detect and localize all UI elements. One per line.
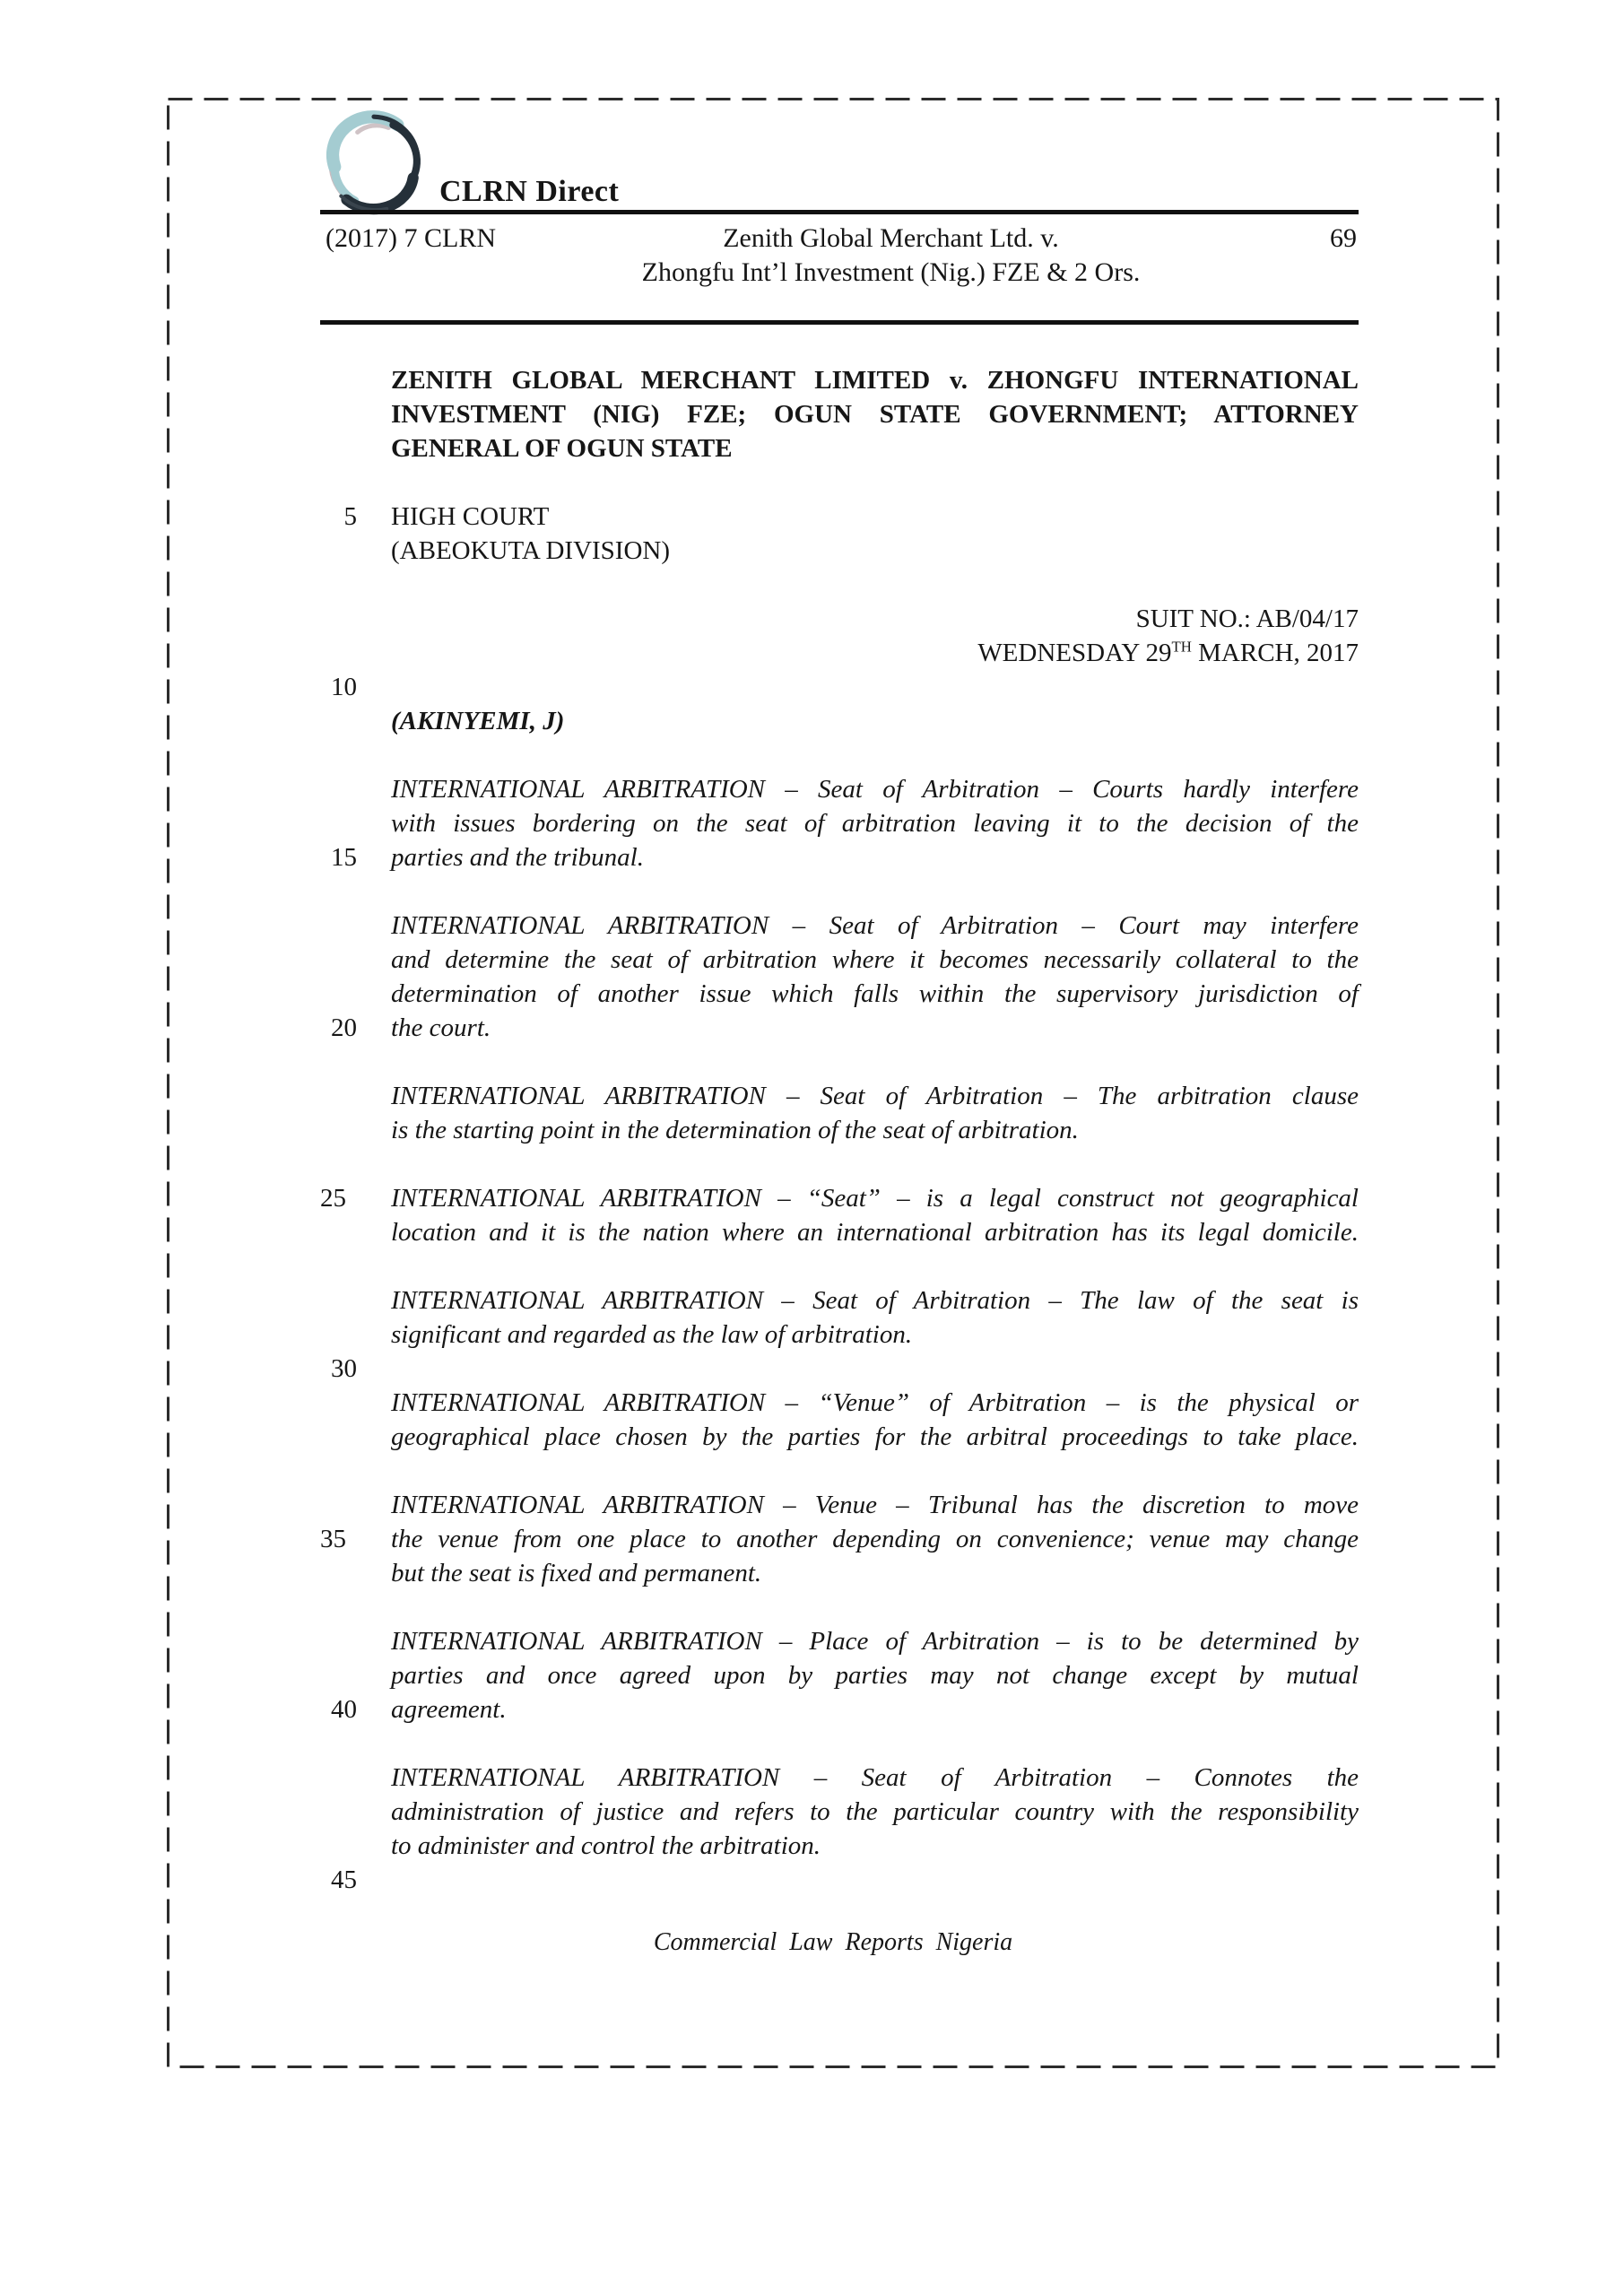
body-line (391, 1283, 1359, 1318)
header-rule-bottom (320, 320, 1359, 325)
margin-line-number: 35 (320, 1525, 346, 1553)
body-blank-line (391, 1045, 1359, 1079)
brand-name: CLRN Direct (439, 175, 620, 208)
body-line-text: INTERNATIONAL ARBITRATION – Seat of Arbitration – The law of the seat is (391, 1286, 1359, 1315)
body-blank-line (331, 670, 1359, 704)
body-line (391, 1658, 1359, 1692)
header-rule-top (320, 210, 1359, 214)
body-blank-line (391, 1147, 1359, 1181)
body-line (331, 1011, 1359, 1045)
body-line (391, 363, 1359, 397)
body-line-text: INTERNATIONAL ARBITRATION – Venue – Tribunal has the discretion to move (391, 1491, 1359, 1519)
body-blank-line (391, 465, 1359, 500)
body-blank-line (391, 568, 1359, 602)
body-line (391, 1829, 1359, 1863)
body-line (391, 1488, 1359, 1522)
body-line-text: (ABEOKUTA DIVISION) (391, 536, 670, 565)
margin-line-number: 15 (331, 843, 357, 872)
body-line (331, 1692, 1359, 1726)
running-header (320, 222, 1359, 290)
body-line-text: INVESTMENT (NIG) FZE; OGUN STATE GOVERNMENT; ATTORNEY (391, 400, 1359, 429)
margin-line-number: 40 (331, 1695, 357, 1724)
body-line (391, 772, 1359, 806)
body-line-text: INTERNATIONAL ARBITRATION – Seat of Arbitration – The arbitration clause (391, 1082, 1359, 1110)
body-line-text: the venue from one place to another depending on convenience; venue may change (391, 1525, 1359, 1553)
body-line (391, 806, 1359, 840)
body-line (391, 602, 1359, 636)
body-blank-line (331, 1352, 1359, 1386)
margin-line-number: 20 (331, 1013, 357, 1042)
body-line-text: is the starting point in the determination of the seat of arbitration. (391, 1116, 1079, 1144)
case-name-line-1: Zenith Global Merchant Ltd. v. (723, 223, 1059, 253)
body-line (331, 840, 1359, 874)
body-line-text: location and it is the nation where an international arbitration has its legal domicile. (391, 1218, 1359, 1247)
body-line-text: INTERNATIONAL ARBITRATION – Place of Arbitration – is to be determined by (391, 1627, 1359, 1656)
body-line (320, 1522, 1359, 1556)
body-blank-line (331, 1863, 1359, 1897)
body-line-text: agreement. (391, 1695, 507, 1724)
body-blank-line (391, 1726, 1359, 1761)
margin-line-number: 10 (331, 673, 357, 701)
body-line (391, 431, 1359, 465)
body-blank-line (391, 874, 1359, 909)
body-line (391, 909, 1359, 943)
body-line (391, 1079, 1359, 1113)
body-line-text: to administer and control the arbitration. (391, 1831, 821, 1860)
body-line (391, 534, 1359, 568)
body-line (320, 1181, 1359, 1215)
body-line-text: geographical place chosen by the parties for the arbitral proceedings to take place. (391, 1422, 1359, 1451)
body-blank-line (391, 1249, 1359, 1283)
body-line-text: HIGH COURT (391, 502, 550, 531)
body-line-text: INTERNATIONAL ARBITRATION – “Venue” of Arbitration – is the physical or (391, 1388, 1359, 1417)
margin-line-number: 30 (331, 1354, 357, 1383)
clrn-swirl-logo-icon (321, 113, 430, 213)
body-line-text: parties and once agreed upon by parties may not change except by mutual (391, 1661, 1359, 1690)
body-line-text: parties and the tribunal. (391, 843, 644, 872)
case-name-line-2: Zhongfu Int’l Investment (Nig.) FZE & 2 Ors. (641, 257, 1141, 287)
body-line-text: GENERAL OF OGUN STATE (391, 434, 733, 463)
body-line (391, 636, 1359, 670)
body-blank-line (391, 1454, 1359, 1488)
body-line-text: the court. (391, 1013, 491, 1042)
body-line-text: significant and regarded as the law of arbitration. (391, 1320, 913, 1349)
body-line (391, 1386, 1359, 1420)
body-line-text: INTERNATIONAL ARBITRATION – “Seat” – is a legal construct not geographical (391, 1184, 1359, 1213)
running-header-row-1 (320, 222, 1359, 256)
body-line-text: with issues bordering on the seat of arbitration leaving it to the decision of the (391, 809, 1359, 838)
body-line-text: SUIT NO.: AB/04/17 (1135, 604, 1359, 633)
body-lines (320, 363, 1359, 1897)
body-line-text: determination of another issue which falls within the supervisory jurisdiction of (391, 979, 1359, 1008)
body-line (391, 1215, 1359, 1249)
body-line (391, 1420, 1359, 1454)
body-line (391, 1113, 1359, 1147)
margin-line-number: 25 (320, 1184, 346, 1213)
running-header-row-2 (320, 256, 1359, 290)
margin-line-number: 5 (343, 502, 357, 531)
body-line (391, 397, 1359, 431)
body-line-text: administration of justice and refers to the particular country with the responsibility (391, 1797, 1359, 1826)
body-line-text: INTERNATIONAL ARBITRATION – Seat of Arbitration – Courts hardly interfere (391, 775, 1359, 804)
body-line (391, 1556, 1359, 1590)
body-line (391, 1318, 1359, 1352)
body-line-text: but the seat is fixed and permanent. (391, 1559, 762, 1587)
body-line-text: (AKINYEMI, J) (391, 707, 565, 735)
body-line (391, 943, 1359, 977)
page-number: 69 (1330, 223, 1357, 253)
body-line-text: ZENITH GLOBAL MERCHANT LIMITED v. ZHONGFU INTERNATIONAL (391, 366, 1359, 395)
body-line-text: and determine the seat of arbitration where it becomes necessarily collateral to the (391, 945, 1359, 974)
body-line (391, 1761, 1359, 1795)
body-line-text: INTERNATIONAL ARBITRATION – Seat of Arbitration – Court may interfere (391, 911, 1359, 940)
body-line-text: WEDNESDAY 29TH MARCH, 2017 (977, 638, 1359, 667)
body-blank-line (391, 1590, 1359, 1624)
margin-line-number: 45 (331, 1866, 357, 1894)
body-line (343, 500, 1359, 534)
body-line (391, 1795, 1359, 1829)
body-line (391, 1624, 1359, 1658)
body-line (391, 977, 1359, 1011)
footer-publication-name: Commercial Law Reports Nigeria (653, 1928, 1013, 1956)
report-citation: (2017) 7 CLRN (326, 223, 496, 253)
body-blank-line (391, 738, 1359, 772)
body-line-text: INTERNATIONAL ARBITRATION – Seat of Arbitration – Connotes the (391, 1763, 1359, 1792)
body-line (391, 704, 1359, 738)
